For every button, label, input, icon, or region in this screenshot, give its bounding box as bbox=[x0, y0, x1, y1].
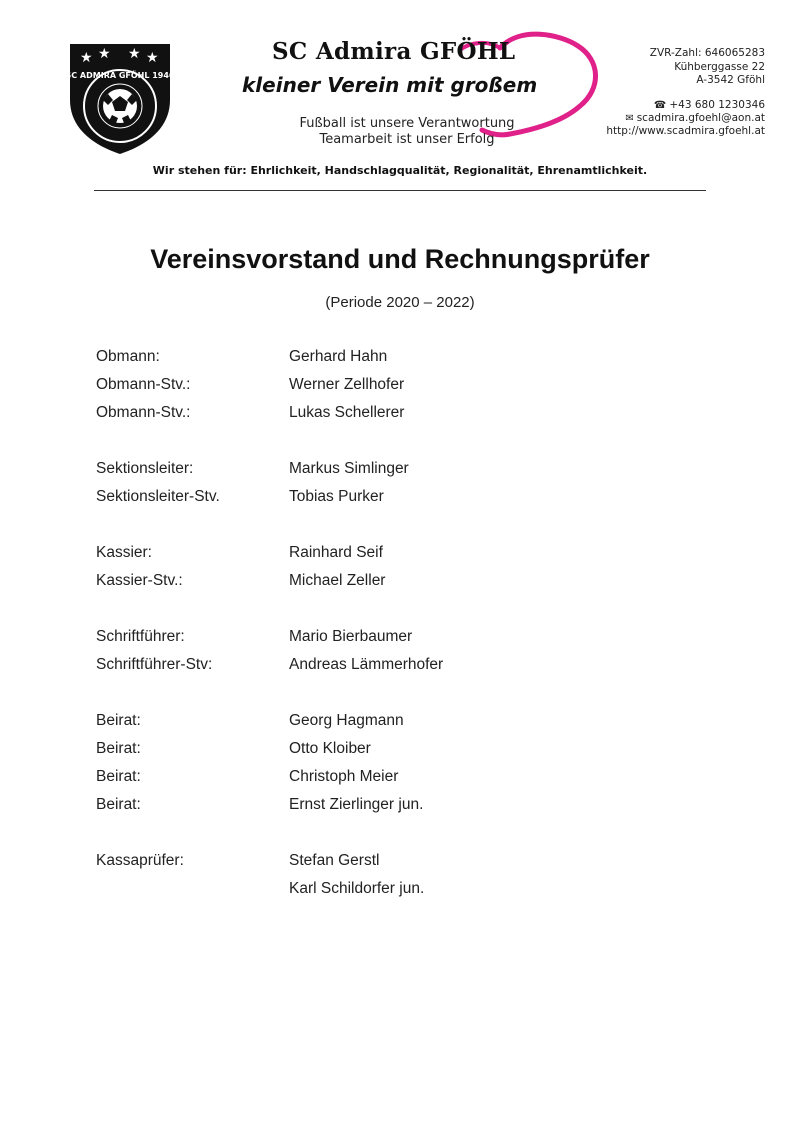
document-title: Vereinsvorstand und Rechnungsprüfer bbox=[150, 244, 650, 274]
board-role: Obmann-Stv.: bbox=[96, 376, 191, 393]
board-row bbox=[96, 488, 656, 516]
board-row bbox=[96, 796, 656, 824]
board-row bbox=[96, 852, 656, 880]
club-name: SC Admira GFÖHL bbox=[272, 38, 516, 65]
board-row bbox=[96, 712, 656, 740]
board-row bbox=[96, 768, 656, 796]
board-member-name: Otto Kloiber bbox=[289, 740, 371, 757]
board-member-name: Georg Hagmann bbox=[289, 712, 404, 729]
document-period: (Periode 2020 – 2022) bbox=[325, 294, 475, 311]
board-row bbox=[96, 460, 656, 488]
board-row bbox=[96, 740, 656, 768]
board-member-name: Gerhard Hahn bbox=[289, 348, 388, 365]
board-row bbox=[96, 656, 656, 684]
board-role bbox=[96, 880, 289, 908]
board-row bbox=[96, 544, 656, 572]
board-row bbox=[96, 572, 656, 600]
board-row bbox=[96, 880, 656, 908]
board-member-name: Lukas Schellerer bbox=[289, 404, 405, 421]
board-member-name: Rainhard Seif bbox=[289, 544, 383, 561]
crest-lettering: SC ADMIRA GFÖHL 1946 bbox=[65, 71, 175, 80]
svg-text:★: ★ bbox=[98, 46, 111, 62]
board-role: Obmann-Stv.: bbox=[96, 404, 191, 421]
header-divider bbox=[94, 190, 706, 191]
club-slogan: kleiner Verein mit großem bbox=[242, 73, 538, 97]
board-role: Beirat: bbox=[96, 712, 141, 729]
board-member-name: Christoph Meier bbox=[289, 768, 399, 785]
board-role: Beirat: bbox=[96, 740, 141, 757]
phone-number: +43 680 1230346 bbox=[669, 99, 765, 111]
group-spacer bbox=[96, 516, 656, 544]
group-spacer bbox=[96, 600, 656, 628]
board-role: Kassier: bbox=[96, 544, 152, 561]
club-crest-logo bbox=[64, 38, 176, 158]
board-member-name: Michael Zeller bbox=[289, 572, 386, 589]
board-row bbox=[96, 404, 656, 432]
phone-icon: ☎ bbox=[653, 100, 667, 111]
svg-text:★: ★ bbox=[128, 46, 141, 62]
board-role: Schriftführer: bbox=[96, 628, 185, 645]
envelope-icon: ✉ bbox=[625, 113, 634, 124]
board-role: Schriftführer-Stv: bbox=[96, 656, 213, 673]
svg-text:★: ★ bbox=[146, 50, 159, 66]
motto-line-2: Teamarbeit ist unser Erfolg bbox=[319, 132, 495, 147]
board-role: Sektionsleiter-Stv. bbox=[96, 488, 220, 505]
group-spacer bbox=[96, 824, 656, 852]
board-member-name: Tobias Purker bbox=[289, 488, 384, 505]
address-city: A-3542 Gföhl bbox=[696, 74, 765, 86]
address-street: Kühberggasse 22 bbox=[674, 61, 765, 73]
board-role: Obmann: bbox=[96, 348, 160, 365]
board-role: Sektionsleiter: bbox=[96, 460, 194, 477]
group-spacer bbox=[96, 432, 656, 460]
board-role: Beirat: bbox=[96, 796, 141, 813]
board-member-name: Ernst Zierlinger jun. bbox=[289, 796, 424, 813]
website-url: http://www.scadmira.gfoehl.at bbox=[606, 125, 765, 137]
motto-line-1: Fußball ist unsere Verantwortung bbox=[299, 116, 515, 131]
board-row bbox=[96, 628, 656, 656]
board-member-name: Werner Zellhofer bbox=[289, 376, 405, 393]
board-role: Kassaprüfer: bbox=[96, 852, 184, 869]
board-member-name: Markus Simlinger bbox=[289, 460, 409, 477]
board-member-name: Karl Schildorfer jun. bbox=[289, 880, 425, 897]
board-role: Kassier-Stv.: bbox=[96, 572, 183, 589]
board-member-name: Andreas Lämmerhofer bbox=[289, 656, 444, 673]
club-values: Wir stehen für: Ehrlichkeit, Handschlagqualität, Regionalität, Ehrenamtlichkeit. bbox=[152, 164, 648, 177]
board-member-name: Mario Bierbaumer bbox=[289, 628, 413, 645]
board-row bbox=[96, 348, 656, 376]
board-member-name: Stefan Gerstl bbox=[289, 852, 380, 869]
zvr-number: ZVR-Zahl: 646065283 bbox=[649, 47, 765, 59]
board-row bbox=[96, 376, 656, 404]
group-spacer bbox=[96, 684, 656, 712]
svg-text:★: ★ bbox=[80, 50, 93, 66]
board-list bbox=[96, 348, 656, 908]
board-role: Beirat: bbox=[96, 768, 141, 785]
email-address: scadmira.gfoehl@aon.at bbox=[636, 112, 765, 124]
